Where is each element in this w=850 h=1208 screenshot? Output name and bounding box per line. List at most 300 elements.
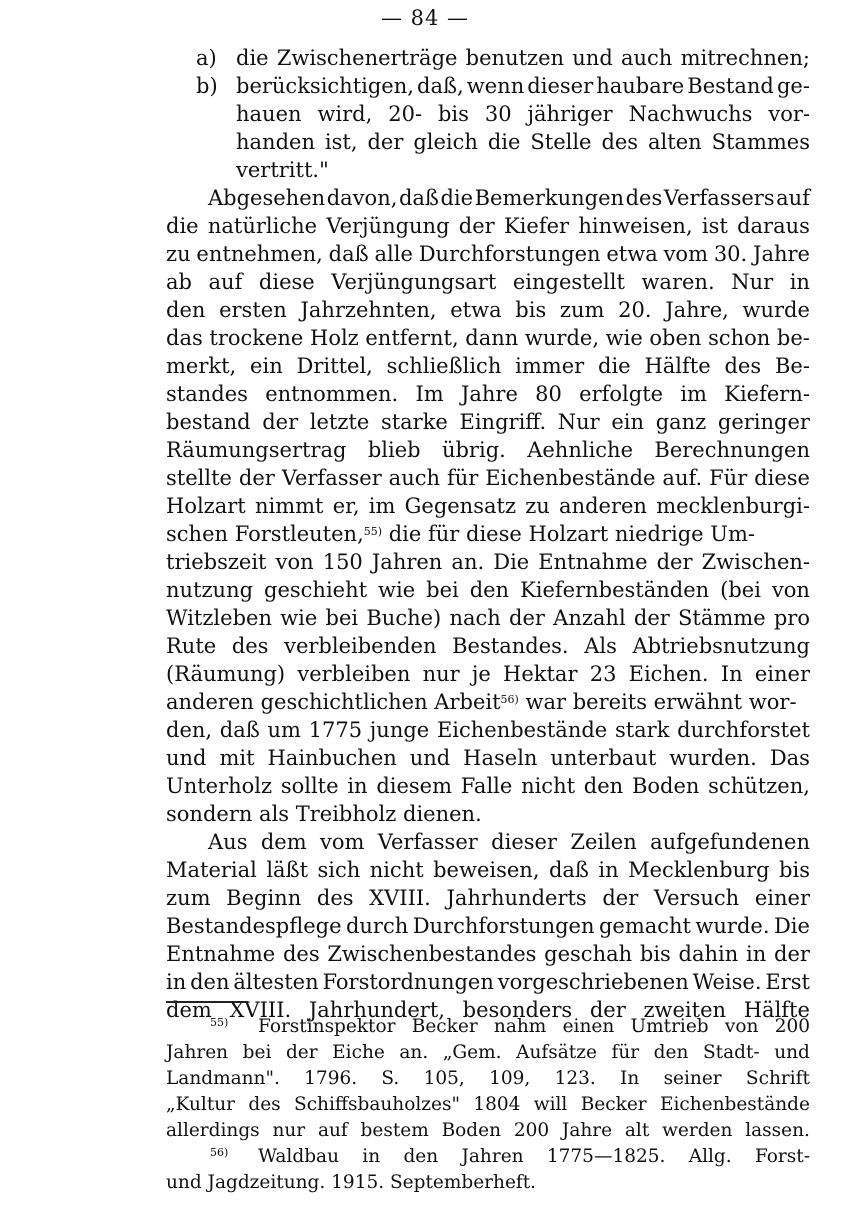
word: beweisen,: [433, 858, 540, 882]
word: auf: [208, 270, 243, 294]
word: Schrift: [745, 1068, 810, 1089]
word: wie: [605, 326, 643, 350]
word: zum: [166, 886, 211, 910]
paragraph-line: [166, 745, 810, 771]
word: der: [602, 886, 639, 910]
line-text: anderen geschichtlichen Arbeit: [166, 690, 501, 714]
word: Eiche: [332, 1042, 385, 1063]
word: nur: [272, 1120, 306, 1141]
word: erfolgte: [579, 382, 664, 406]
word: der: [656, 550, 693, 574]
word: dieser: [491, 830, 557, 854]
word: von: [275, 550, 314, 574]
word: hauen: [236, 102, 302, 126]
paragraph-line: [166, 493, 810, 519]
paragraph-line: [166, 717, 810, 743]
word: Umtrieb: [630, 1016, 709, 1037]
word: immer: [515, 354, 585, 378]
word: Jahrzehnten,: [300, 298, 437, 322]
word: der: [458, 214, 495, 238]
word: starke: [380, 410, 448, 434]
word: daß: [398, 186, 439, 210]
word: 1775—1825.: [546, 1146, 666, 1167]
word: daß,: [417, 74, 464, 98]
word: Die: [773, 914, 810, 938]
word: Erst: [765, 970, 810, 994]
word: oben: [649, 326, 702, 350]
paragraph-line: [166, 941, 810, 967]
word: Stadt-: [702, 1042, 760, 1063]
word: Schiffsbauholzes": [294, 1094, 460, 1115]
word: mit: [219, 746, 255, 770]
word: In: [720, 662, 743, 686]
word: des: [625, 186, 663, 210]
word: des: [282, 942, 320, 966]
word: 80: [535, 382, 562, 406]
word: alle: [374, 242, 413, 266]
word: (bei: [720, 578, 761, 602]
word: Witzleben: [166, 606, 272, 630]
word: ersten: [219, 298, 287, 322]
word: wurde.: [695, 914, 770, 938]
footnote-line: und Jagdzeitung. 1915. Septemberheft.: [166, 1172, 537, 1193]
word: lassen.: [745, 1120, 810, 1141]
word: 20-: [388, 102, 423, 126]
word: bei: [242, 1042, 272, 1063]
word: wie: [280, 606, 318, 630]
footnote-line: [166, 1066, 810, 1092]
word: nutzung: [166, 578, 254, 602]
word: für: [611, 1042, 640, 1063]
word: handen: [236, 130, 315, 154]
word: Becker: [411, 1016, 478, 1037]
word: schützen,: [708, 774, 810, 798]
word: den: [166, 298, 206, 322]
word: entnommen.: [265, 382, 399, 406]
word: von: [771, 578, 810, 602]
word: der: [262, 410, 299, 434]
footnote-ref-56: 56): [500, 693, 519, 706]
word: Bestand: [687, 74, 774, 98]
word: wie: [378, 578, 416, 602]
word: zu: [166, 242, 191, 266]
word: daß: [548, 858, 589, 882]
word: ab: [166, 270, 192, 294]
word: Falle: [460, 774, 513, 798]
list-item-b-line: vertritt.": [236, 158, 329, 182]
word: Für: [709, 466, 748, 490]
word: Material: [166, 858, 257, 882]
word: Zwischenbestandes: [327, 942, 537, 966]
word: in: [362, 1146, 381, 1167]
word: Becker: [580, 1094, 647, 1115]
word: 123.: [554, 1068, 596, 1089]
word: dann: [465, 326, 519, 350]
word: vor-: [768, 102, 810, 126]
word: Eichenbestände: [485, 466, 656, 490]
word: werden: [662, 1120, 733, 1141]
word: geschah: [544, 942, 633, 966]
word: je: [471, 662, 491, 686]
word: Stelle: [530, 130, 592, 154]
word: Nachwuchs: [628, 102, 753, 126]
word: die: [487, 130, 521, 154]
word: wird,: [317, 102, 373, 126]
word: den: [583, 774, 624, 798]
paragraph-line: [208, 829, 810, 855]
paragraph-line: [166, 605, 810, 631]
word: letzte: [309, 410, 370, 434]
word: Im: [415, 382, 444, 406]
word: im: [368, 494, 396, 518]
footnote-marker-56: 56): [210, 1146, 229, 1159]
word: XVIII.: [369, 886, 431, 910]
footnote-line: [258, 1014, 810, 1040]
word: diese: [754, 466, 810, 490]
word: Forst-: [754, 1146, 810, 1167]
word: gemacht: [598, 914, 691, 938]
word: Beginn: [226, 886, 302, 910]
word: Jahre,: [665, 298, 729, 322]
word: Weise.: [692, 970, 762, 994]
paragraph-line: [166, 437, 810, 463]
word: will: [533, 1094, 568, 1115]
word: und: [166, 746, 207, 770]
word: berücksichtigen,: [236, 74, 414, 98]
paragraph-line: [166, 269, 810, 295]
word: blieb: [367, 438, 421, 462]
word: auf.: [662, 466, 703, 490]
word: läßt: [266, 858, 309, 882]
footnote-line: [166, 1118, 810, 1144]
word: anderen: [559, 494, 647, 518]
word: Unterholz: [166, 774, 273, 798]
footnote-line: [166, 1092, 810, 1118]
word: 23: [589, 662, 617, 686]
word: schon: [708, 326, 771, 350]
word: um: [267, 718, 301, 742]
paragraph-line-with-footnote-ref: [166, 521, 810, 547]
paragraph-line: [166, 885, 810, 911]
word: dem: [166, 998, 212, 1022]
word: er,: [332, 494, 360, 518]
word: „Gem.: [442, 1042, 502, 1063]
word: zu: [525, 494, 550, 518]
word: geschieht: [264, 578, 368, 602]
word: junge: [369, 718, 430, 742]
word: bei: [325, 606, 359, 630]
paragraph-line: [166, 381, 810, 407]
word: auch: [621, 46, 673, 70]
word: Anzahl: [553, 606, 626, 630]
paragraph-line: [166, 577, 810, 603]
word: Als: [584, 634, 617, 658]
word: Eichenbestände: [436, 718, 608, 742]
footnote-line: [258, 1144, 810, 1170]
word: ein: [611, 410, 645, 434]
word: 150: [322, 550, 363, 574]
word: bestem: [360, 1120, 429, 1141]
word: auch: [388, 466, 441, 490]
word: den: [469, 578, 510, 602]
word: diese: [258, 270, 315, 294]
word: Kiefer: [503, 214, 570, 238]
word: in: [166, 970, 187, 994]
word: Zwischen-: [701, 550, 810, 574]
word: hinweisen,: [578, 214, 693, 238]
word: alt: [624, 1120, 650, 1141]
word: verbleibenden: [284, 634, 437, 658]
word: und: [572, 46, 613, 70]
word: Zwischenerträge: [276, 46, 458, 70]
word: den,: [166, 718, 213, 742]
word: Verfassers: [663, 186, 775, 210]
word: des: [316, 886, 354, 910]
word: die: [236, 46, 269, 70]
word: wurde: [742, 298, 810, 322]
word: 200: [774, 1016, 810, 1037]
word: vom: [663, 242, 708, 266]
word: vom: [319, 830, 365, 854]
word: Hälfte: [644, 354, 711, 378]
word: Jahrhundert,: [308, 998, 445, 1022]
word: im: [680, 382, 707, 406]
word: Landmann".: [166, 1068, 280, 1089]
word: Hektar: [503, 662, 578, 686]
word: Abgesehen: [208, 186, 326, 210]
paragraph-line: [166, 325, 810, 351]
word: für: [446, 466, 479, 490]
word: Kiefernbeständen: [520, 578, 710, 602]
word: verbleiben: [297, 662, 411, 686]
word: 109,: [489, 1068, 531, 1089]
word: entnehmen,: [196, 242, 323, 266]
word: ist: [701, 214, 728, 238]
word: bis: [639, 942, 671, 966]
word: übrig.: [441, 438, 506, 462]
word: der: [509, 606, 545, 630]
word: allerdings: [166, 1120, 260, 1141]
word: In: [620, 1068, 640, 1089]
paragraph-line: [166, 213, 810, 239]
word: gleich: [413, 130, 478, 154]
word: 1804: [473, 1094, 521, 1115]
word: Versuch: [653, 886, 740, 910]
word: der: [589, 998, 626, 1022]
word: Hälfte: [743, 998, 810, 1022]
word: von: [724, 1016, 759, 1037]
paragraph-line: [166, 409, 810, 435]
word: XVIII.: [229, 998, 292, 1022]
paragraph-line: [208, 185, 810, 211]
word: Rute: [166, 634, 217, 658]
word: Bemerkungen: [474, 186, 625, 210]
word: Eichenbestände: [659, 1094, 810, 1115]
word: Jahren: [166, 1042, 229, 1063]
word: 30.: [713, 242, 748, 266]
word: standes: [166, 382, 248, 406]
word: jähriger: [527, 102, 613, 126]
word: bei: [426, 578, 459, 602]
word: 105,: [423, 1068, 465, 1089]
footnote-line: [166, 1040, 810, 1066]
word: durchforstet: [677, 718, 810, 742]
word: Jahre: [561, 1120, 613, 1141]
word: Nur: [557, 410, 600, 434]
word: etwa: [606, 242, 658, 266]
word: der: [238, 466, 275, 490]
word: vorgeschriebenen: [497, 970, 689, 994]
paragraph-line: [166, 661, 810, 687]
word: natürliche: [207, 214, 318, 238]
word: Die: [493, 550, 530, 574]
word: auf: [317, 1120, 348, 1141]
word: der: [633, 606, 670, 630]
word: Waldbau: [258, 1146, 339, 1167]
word: besonders: [462, 998, 573, 1022]
word: Jahren: [371, 550, 443, 574]
word: durch: [345, 914, 409, 938]
word: triebszeit: [166, 550, 267, 574]
word: Verjüngungsart: [331, 270, 497, 294]
word: S.: [381, 1068, 400, 1089]
word: aufgefundenen: [650, 830, 810, 854]
footnote-ref-55: 55): [363, 525, 383, 538]
paragraph-line-with-footnote-ref: [166, 689, 810, 715]
word: merkt,: [166, 354, 237, 378]
word: Stammes: [711, 130, 810, 154]
word: davon,: [326, 186, 398, 210]
word: Durchforstungen: [418, 242, 601, 266]
word: einer: [754, 662, 810, 686]
word: 200: [513, 1120, 550, 1141]
footnote-marker-55: 55): [210, 1016, 229, 1029]
word: bis: [515, 298, 547, 322]
word: daraus: [737, 214, 810, 238]
word: Forstordnungen: [322, 970, 494, 994]
word: mitrechnen;: [680, 46, 810, 70]
word: das: [166, 326, 203, 350]
paragraph-line: [166, 241, 810, 267]
word: Kiefern-: [724, 382, 810, 406]
list-item-b-line: [236, 129, 810, 155]
word: ältesten: [233, 970, 319, 994]
word: zum: [559, 298, 605, 322]
word: (Räumung): [166, 662, 286, 686]
word: der: [774, 942, 810, 966]
word: Jahrhunderts: [446, 886, 587, 910]
word: 1775: [308, 718, 363, 742]
word: Holz: [310, 326, 359, 350]
word: Bestandespflege: [166, 914, 342, 938]
word: Aufsätze: [516, 1042, 597, 1063]
word: dahin: [678, 942, 739, 966]
word: Jahre: [753, 242, 810, 266]
word: Boden: [631, 774, 700, 798]
word: Verfasser: [377, 830, 478, 854]
word: und: [409, 746, 451, 770]
word: in: [347, 774, 368, 798]
word: den: [190, 970, 230, 994]
word: Haseln: [463, 746, 538, 770]
word: Bestandes.: [452, 634, 569, 658]
word: alten: [648, 130, 702, 154]
paragraph-line: [166, 633, 810, 659]
word: unterbaut: [550, 746, 657, 770]
word: seiner: [663, 1068, 722, 1089]
word: der: [367, 130, 404, 154]
word: Zeilen: [570, 830, 637, 854]
paragraph-line: sondern als Treibholz dienen.: [166, 802, 482, 826]
word: an.: [399, 1042, 429, 1063]
word: eingestellt: [512, 270, 625, 294]
word: stellte: [166, 466, 232, 490]
word: Holzart: [166, 494, 246, 518]
word: des: [231, 634, 269, 658]
word: Nur: [731, 270, 774, 294]
word: Buche): [366, 606, 442, 630]
word: 1796.: [304, 1068, 358, 1089]
word: des: [724, 354, 762, 378]
list-marker-b: b): [196, 74, 218, 98]
word: Hainbuchen: [267, 746, 397, 770]
word: Be-: [774, 354, 810, 378]
word: wenn: [466, 74, 525, 98]
word: be-: [776, 326, 810, 350]
paragraph-line: [166, 297, 810, 323]
word: Entnahme: [166, 942, 276, 966]
word: pro: [773, 606, 810, 630]
word: Mecklenburg: [628, 858, 770, 882]
list-item-b-line: [236, 101, 810, 127]
page-number: — 84 —: [380, 6, 470, 30]
word: bestand: [166, 410, 251, 434]
word: Das: [769, 746, 810, 770]
word: sollte: [280, 774, 339, 798]
word: Stämme: [678, 606, 766, 630]
word: „Kultur: [166, 1094, 236, 1115]
word: Verfasser: [281, 466, 382, 490]
footnote-separator: [166, 1001, 248, 1003]
paragraph-line: [166, 969, 810, 995]
word: mecklenburgi-: [656, 494, 810, 518]
list-item-b-line: [236, 73, 810, 99]
word: entfernt,: [365, 326, 459, 350]
word: in: [598, 858, 619, 882]
word: und: [774, 1042, 810, 1063]
word: Verjüngung: [326, 214, 450, 238]
list-item-a: [236, 45, 810, 71]
word: einer: [754, 886, 810, 910]
word: wurden.: [669, 746, 757, 770]
paragraph-line: [166, 549, 810, 575]
word: Allg.: [688, 1146, 732, 1167]
paragraph-line: [166, 913, 810, 939]
word: diesem: [376, 774, 453, 798]
word: die: [440, 186, 474, 210]
list-marker-a: a): [196, 46, 217, 70]
word: nicht: [369, 858, 424, 882]
word: Berechnungen: [654, 438, 810, 462]
paragraph-line: [166, 353, 810, 379]
line-text: schen Forstleuten,: [166, 522, 364, 546]
word: Boden: [441, 1120, 502, 1141]
word: Eichen.: [628, 662, 709, 686]
word: haubare: [596, 74, 685, 98]
word: bis: [437, 102, 469, 126]
word: 30: [484, 102, 512, 126]
word: nach: [449, 606, 501, 630]
